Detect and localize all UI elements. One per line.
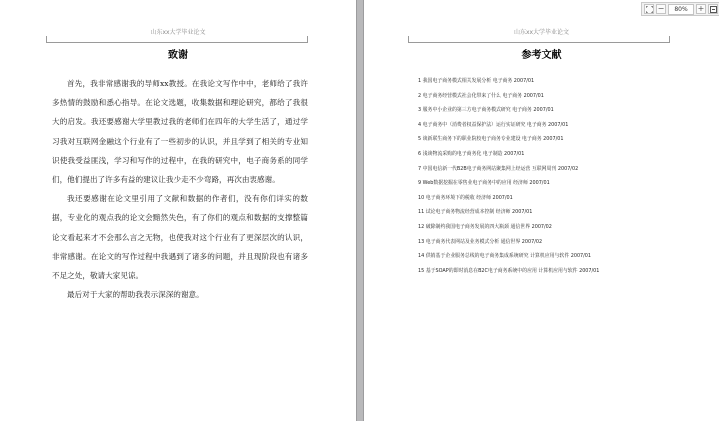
reference-item: 9 Web数据挖掘在零售业电子商务中的应用 经济师 2007/01 bbox=[418, 180, 550, 187]
zoom-toolbar bbox=[641, 2, 719, 16]
running-header: 山东xx大学毕业论文 bbox=[150, 29, 206, 36]
reference-item: 11 试论电子商务物流经营成本控制 经济师 2007/01 bbox=[418, 209, 533, 216]
paragraph: 最后对于大家的帮助我表示深深的谢意。 bbox=[67, 290, 204, 300]
acknowledgement-page bbox=[0, 0, 356, 421]
reference-item: 2 电子商务经营模式社会化带来了什么 电子商务 2007/01 bbox=[418, 92, 544, 99]
paragraph: 我还要感谢在论文里引用了文献和数据的作者们，没有你们详实的数据，专业化的观点我的论文会黯然失色，有了你们的观点和数据的支撑整篇论文看起来才不会那么言之无物，也使我对这个行业有了更深层次的认识，非常感谢。在论文的写作过程中我遇到了诸多的问题，并且现阶段也有诸多不足之处，敬请大家见谅。 bbox=[52, 194, 308, 281]
zoom-out-button[interactable]: − bbox=[657, 4, 665, 13]
zoom-in-button[interactable]: + bbox=[697, 4, 705, 13]
references-page bbox=[364, 0, 719, 421]
page-title: 参考文献 bbox=[521, 50, 562, 61]
acknowledgement-body bbox=[52, 74, 308, 304]
reference-item: 15 基于SOAP的即时消息在B2C电子商务系统中的应用 计算机应用与软件 2007/01 bbox=[418, 267, 600, 274]
reference-item: 14 供销基于企业服务总线的电子商务集成系统研究 计算机应用与软件 2007/01 bbox=[418, 253, 592, 260]
header-rule bbox=[408, 36, 670, 43]
reference-item: 5 谈新联生商务下的职业院校电子商务专业建设 电子商务 2007/01 bbox=[418, 136, 564, 143]
running-header: 山东xx大学毕业论文 bbox=[513, 29, 570, 36]
zoom-level[interactable]: 80% bbox=[668, 4, 694, 15]
reference-item: 12 破除制约我国电子商务发展的四大瓶颈 通信世界 2007/02 bbox=[418, 223, 552, 230]
reference-item: 13 电子商务代表网站及业务模式分析 通信世界 2007/02 bbox=[418, 238, 543, 245]
reference-item: 4 电子商务中（消费者权益保护法）运行实证研究 电子商务 2007/01 bbox=[418, 121, 569, 128]
reference-item: 7 中国电信新一代B2B电子商务网站聚集网上经运营 互联网周刊 2007/02 bbox=[418, 165, 579, 172]
page-separator bbox=[356, 0, 364, 421]
page-title: 致谢 bbox=[168, 50, 188, 61]
reference-item: 3 服务中小企业的第三方电子商务模式研究 电子商务 2007/01 bbox=[418, 107, 554, 114]
paragraph: 首先，我非常感谢我的导师xx教授。在我论文写作中中，老师给了我许多热情的鼓励和悉心指导。在论文选题，收集数据和理论研究，都给了我很大的启发。我还要感谢大学里教过我的老师们在四年的大学生活了，通过学习我对互联网金融这个行业有了一些初步的认识，并且学到了相关的专业知识使我受益匪浅，学习和写作的过程中，在我的研究中，电子商务系的同学们，他们提出了许多有益的建议让我少走不少弯路，再次由衷感谢。 bbox=[52, 79, 308, 185]
reference-item: 10 电子商务环境下的税收 经济师 2007/01 bbox=[418, 194, 513, 201]
reference-item: 1 我国电子商务模式相关发展分析 电子商务 2007/01 bbox=[418, 78, 535, 84]
reference-item: 6 浅谈物流采购的电子商务化 电子制造 2007/01 bbox=[418, 150, 525, 157]
expand-icon[interactable] bbox=[708, 4, 718, 14]
fit-page-icon[interactable] bbox=[644, 4, 654, 14]
reference-list bbox=[418, 74, 710, 278]
header-rule bbox=[46, 36, 308, 43]
